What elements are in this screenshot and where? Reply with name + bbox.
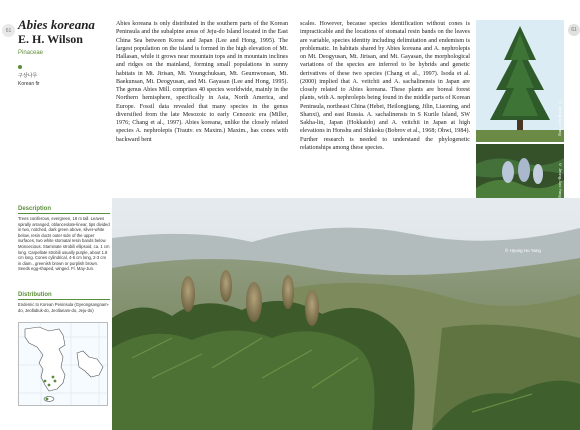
photo-tree-habit: [476, 20, 564, 142]
description-heading: Description: [18, 206, 110, 214]
fir-cones-icon: [476, 144, 564, 204]
photo-credit-cones: © Jeong-Soo Yang: [558, 162, 563, 198]
description-text: Trees coniferous, evergreen, 18 m tall. Leaves spirally arranged, oblanceolate-linear, tips divided in two, notched, dark green above, silver-white below, resin ducts outer side of the upper surfaces, two white stomatal resin bands below. Monoecious. Staminate strobili ellipsoid, ca. 1 cm long. Carpellate strobili usually purple, about 1.8 cm long. Cones cylindrical, 4-6 cm long, 2-3 cm in diam., greenish brown or purplish brown. Seeds egg-shaped, winged. Fl. May-Jun.: [18, 216, 110, 272]
korean-name: 구상나무: [18, 73, 38, 79]
distribution-text: Endemic to Korean Peninsula (Gyeongsangnam-do, Jeollabuk-do, Jeollanam-do, Jeju-do): [18, 302, 110, 313]
distribution-section: [18, 292, 110, 313]
species-sidebar: [0, 0, 112, 430]
description-section: [18, 206, 110, 272]
body-column-2: scales. However, because species identification without cones is impracticable and the locations of stomatal resin bands on the leaves are variable, species identity including delimitation and endemism is problematic. In habitats shared by Abies koreana and A. nephrolepis on Mt. Deogyusan, Mt. Jirisan, and Mt. Gayasan, the morphological variations of the species are inferred to be hybrids and genetic derivatives of these two species (Chang et al., 1997). Isoda et al. (2000) implied that A. veitchii and A. sachalinensis in Japan are closely related to Abies koreana. These plants are boreal forest plants, with A. nephrolepis being found in the middle parts of Korean Peninsula, northeast China (Hebei, Heilongjiang, Jilin, Liaoning, and Shanxi), and east Russia. A. sachalinensis in S Kurile Island, SW Sakha-lin, Japan (Hokkaido) and A. veitchii in Japan at high elevations in Honshu and Shikoku (Bobrov et al., 1968; Ohwi, 1984). Further research is needed to understand the phylogenetic relationships among these species.: [300, 21, 470, 151]
english-common-name: Korean fir: [18, 81, 40, 87]
main-landscape-photo: [112, 198, 580, 430]
species-author: E. H. Wilson: [18, 32, 83, 46]
distribution-heading: Distribution: [18, 292, 110, 300]
landscape-with-fir-branches-icon: [112, 198, 580, 430]
species-number-badge: 61: [2, 24, 15, 37]
page-number-right: 61: [568, 24, 580, 36]
photo-credit-tree: © Jeong-Soo Yang: [558, 100, 563, 136]
species-local-names: [18, 64, 108, 88]
bullet-icon: [18, 65, 22, 69]
species-scientific-name: Abies koreana: [18, 17, 95, 32]
korea-map-icon: [19, 323, 108, 406]
species-family: Pinaceae: [18, 50, 44, 56]
species-title-block: [18, 18, 112, 56]
distribution-map: [18, 322, 108, 406]
photo-credit-main: © Hyung Ho Yang: [505, 248, 541, 253]
photo-cones: [476, 144, 564, 204]
body-column-1: Abies koreana is only distributed in the southern parts of the Korean Peninsula and the subalpine areas of Jeju-do Island located in the East China Sea between Korea and Japan (Lee and Hong, 1995). The largest population on the island is formed in the high elevation of Mt. Hallasan, while it grows near mountain tops and in mountain inclines and ridges on the mainland, forming small populations in sunny habitats in Mt. Jirisan, Mt. Youngchuksan, Mt. Geumwonsan, Mt. Baekunsan, Mt. Deogyusan, and Mt. Gayasan (Lee and Hong, 1995). The genus Abies Mill. comprises 40 species worldwide, mainly in the Northern hemisphere, specifically in Asia, North America, and Europe. Fossil data revealed that many species in the genus diversified from the late Mesozoic to early Cenozoic era (Miller, 1976; Chang et al., 1997). Abies koreana, unlike the closely related species A. nephrolepis (Trautv. ex Maxim.) Maxim., has cones with backward bent: [116, 21, 288, 143]
fir-tree-icon: [476, 20, 564, 142]
